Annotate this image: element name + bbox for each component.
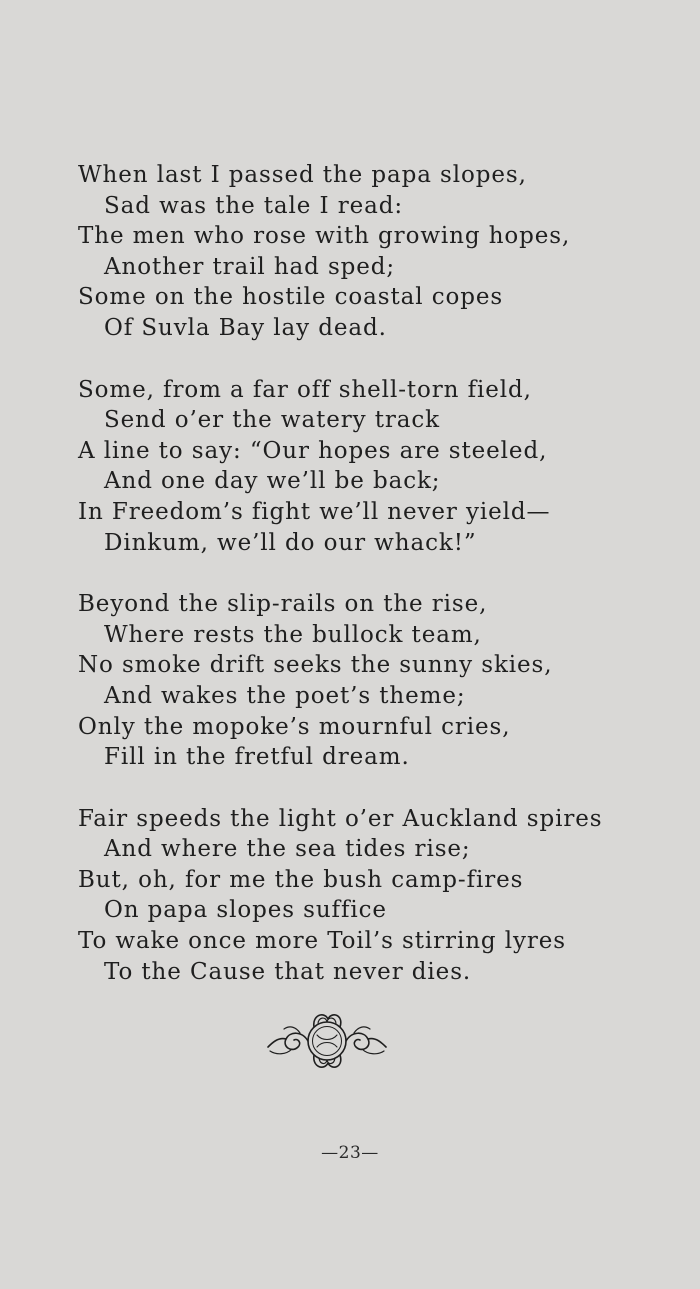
poem-line: But, oh, for me the bush camp-fires (78, 866, 524, 893)
poem-line: Of Suvla Bay lay dead. (104, 314, 387, 341)
stanza (78, 375, 678, 559)
poem (78, 160, 678, 1018)
poem-line: And one day we’ll be back; (104, 468, 441, 495)
stanza (78, 804, 678, 988)
poem-line: Fill in the fretful dream. (104, 744, 410, 771)
poem-line: Only the mopoke’s mournful cries, (78, 713, 511, 740)
poem-line: Sad was the tale I read: (104, 192, 404, 219)
poem-line: Send o’er the watery track (104, 407, 440, 434)
poem-line: When last I passed the papa slopes, (78, 162, 527, 188)
poem-line: No smoke drift seeks the sunny skies, (78, 652, 553, 679)
poem-line: On papa slopes suffice (104, 897, 387, 924)
poem-line: Another trail had sped; (104, 253, 396, 280)
poem-line: The men who rose with growing hopes, (78, 223, 571, 250)
page-number: —23— (321, 1143, 379, 1163)
poem-line: Where rests the bullock team, (104, 621, 482, 648)
poem-line: Dinkum, we’ll do our whack!” (104, 529, 477, 556)
poem-line: And where the sea tides rise; (104, 836, 471, 863)
poem-line: And wakes the poet’s theme; (104, 682, 466, 709)
poem-line: To wake once more Toil’s stirring lyres (78, 928, 567, 955)
poem-line: To the Cause that never dies. (104, 958, 472, 985)
poem-line: Fair speeds the light o’er Auckland spires (78, 805, 603, 832)
decorative-knot-ornament-icon (262, 1005, 392, 1073)
poem-line: Some, from a far off shell-torn field, (78, 376, 532, 403)
poem-line: A line to say: “Our hopes are steeled, (78, 437, 548, 464)
stanza (78, 160, 678, 344)
poem-line: Beyond the slip-rails on the rise, (78, 591, 488, 618)
poem-line: Some on the hostile coastal copes (78, 284, 504, 311)
stanza (78, 589, 678, 773)
poem-line: In Freedom’s fight we’ll never yield— (78, 498, 551, 525)
